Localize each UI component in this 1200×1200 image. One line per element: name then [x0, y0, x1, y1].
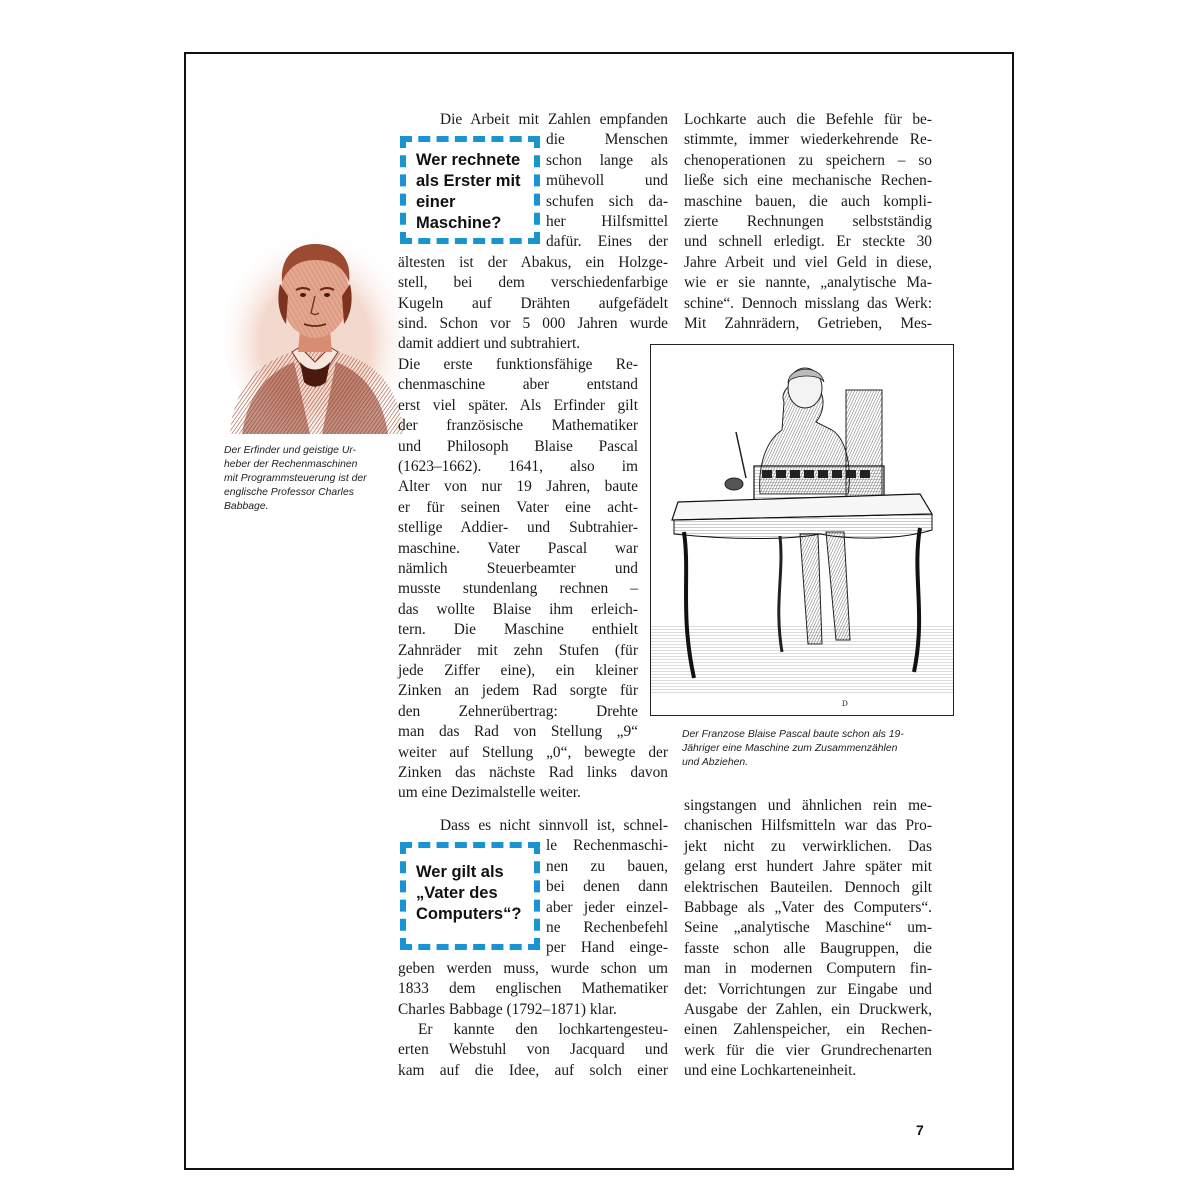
text-line: wie er sie nannte, „analytische Ma-	[684, 274, 932, 292]
column-2-lower	[684, 796, 932, 1082]
text-line: chenoperationen zu speichern – so	[684, 151, 932, 169]
text-line: Die erste funktionsfähige Re-	[398, 355, 638, 373]
column-2-upper	[684, 110, 932, 334]
text-line: stell, bei dem verschiedenfarbige	[398, 274, 668, 292]
column-1-upper	[398, 110, 668, 804]
babbage-portrait-image	[222, 212, 408, 434]
text-line: det: Vorrichtungen zur Eingabe und	[684, 980, 932, 998]
text-line: sind. Schon vor 5 000 Jahren wurde	[398, 315, 668, 333]
narrow-text-block	[546, 836, 668, 958]
text-line: man in modernen Computern fin-	[684, 960, 932, 978]
caption-line: und Abziehen.	[682, 757, 749, 768]
text-line: singstangen und ähnlichen rein me-	[684, 797, 932, 814]
text-line: Die Arbeit mit Zahlen empfanden	[440, 111, 668, 128]
text-line: stimmte, immer wiederkehrende Re-	[684, 131, 932, 149]
caption-line: Der Franzose Blaise Pascal baute schon als 19-	[682, 729, 904, 740]
text-line: Alter von nur 19 Jahren, baute	[398, 478, 638, 496]
text-line: und eine Lochkarteneinheit.	[684, 1062, 857, 1080]
text-line: per Hand einge-	[546, 939, 668, 957]
text-line: Lochkarte auch die Befehle für be-	[684, 111, 932, 128]
caption-line: heber der Rechenmaschinen	[224, 459, 358, 470]
text-line: und schnell erledigt. Er steckte 30	[684, 233, 932, 251]
text-line: Zahnräder mit zehn Stufen (für	[398, 641, 638, 659]
text-line: Babbage als „Vater des Computers“.	[684, 899, 932, 917]
text-line: jekt nicht zu verwirklichen. Das	[684, 837, 932, 855]
text-line: zierte Rechnungen selbstständig	[684, 213, 932, 231]
question-line: als Erster mit	[416, 172, 521, 190]
text-line: erst viel später. Als Erfinder gilt	[398, 396, 638, 414]
text-line: ne Rechenbefehl	[546, 919, 668, 937]
caption-line: Jähriger eine Maschine zum Zusammenzählen	[682, 743, 898, 754]
text-line: gelang erst hundert Jahre später mit	[684, 858, 932, 876]
text-line: nen zu bauen,	[546, 857, 668, 875]
text-line: weiter auf Stellung „0“, bewegte der	[398, 743, 668, 761]
caption-line: Babbage.	[224, 501, 269, 512]
text-line: um eine Dezimalstelle weiter.	[398, 784, 581, 802]
text-line: 1833 dem englischen Mathematiker	[398, 980, 668, 998]
caption-line: englische Professor Charles	[224, 487, 354, 498]
text-line: kam auf die Idee, auf solch einer	[398, 1061, 668, 1079]
question-line: Maschine?	[416, 214, 502, 232]
text-line: her Hilfsmittel	[546, 213, 668, 231]
text-line: chenmaschine aber entstand	[398, 376, 638, 394]
text-line: musste stundenlang rechnen –	[398, 580, 638, 598]
text-line: und Philosoph Blaise Pascal	[398, 437, 638, 455]
text-line: dafür. Eines der	[546, 233, 668, 251]
text-line: er für seinen Vater eine acht-	[398, 498, 638, 516]
plate-mark-text: D	[842, 699, 848, 708]
text-line: fasste schon alle Baugruppen, die	[684, 939, 932, 957]
full-text-block	[398, 253, 668, 355]
text-line: jede Ziffer eine), ein kleiner	[398, 661, 638, 679]
narrow-text-block	[546, 130, 668, 252]
text-line: mühevoll und	[546, 172, 668, 190]
text-line: Seine „analytische Maschine“ um-	[684, 919, 932, 937]
text-line: elektrischen Bauteilen. Dennoch gilt	[684, 878, 932, 896]
text-line: Dass es nicht sinnvoll ist, schnel-	[440, 817, 668, 834]
text-line: geben werden muss, wurde schon um	[398, 959, 668, 977]
text-line: schon lange als	[546, 151, 668, 169]
text-line: nämlich Steuerbeamter und	[398, 559, 638, 577]
question-line: Wer gilt als	[416, 863, 504, 881]
text-line: Kugeln auf Drähten aufgefädelt	[398, 294, 668, 312]
text-line: aber jeder einzel-	[546, 898, 668, 916]
caption-line: Der Erfinder und geistige Ur-	[224, 445, 357, 456]
text-line: schufen sich da-	[546, 192, 668, 210]
question-line: Computers“?	[416, 905, 522, 923]
text-line: einen Zahlenspeicher, ein Rechen-	[684, 1021, 932, 1039]
text-line: chanischen Hilfsmitteln war das Pro-	[684, 817, 932, 835]
text-line: bei denen dann	[546, 878, 668, 896]
text-line: Jahre Arbeit und viel Geld in diese,	[684, 253, 932, 271]
text-line: le Rechenmaschi-	[546, 837, 668, 855]
full-text-block	[398, 743, 668, 804]
text-line: der französische Mathematiker	[398, 417, 638, 435]
text-line: Zinken an jedem Rad sorgte für	[398, 682, 638, 700]
question-line: „Vater des	[416, 884, 498, 902]
text-line: maschine. Vater Pascal war	[398, 539, 638, 557]
text-line: man das Rad von Stellung „9“	[398, 723, 638, 741]
text-line: Ausgabe der Zahlen, ein Druckwerk,	[684, 1001, 932, 1019]
column-1-lower	[398, 816, 668, 1081]
text-line: ließe sich eine mechanische Rechen-	[684, 172, 932, 190]
page-number: 7	[916, 1122, 924, 1138]
question-line: Wer rechnete	[416, 151, 521, 169]
caption-line: mit Programmsteuerung ist der	[224, 473, 367, 484]
text-line: ältesten ist der Abakus, ein Holzge-	[398, 253, 668, 271]
pascal-caption	[682, 728, 952, 770]
text-line: tern. Die Maschine enthielt	[398, 621, 638, 639]
portrait-caption	[224, 444, 410, 514]
text-line: maschine bauen, die auch kompli-	[684, 192, 932, 210]
wrapped-text-block	[398, 355, 638, 743]
text-line: den Zehnerübertrag: Drehte	[398, 702, 638, 720]
text-line: stellige Addier- und Subtrahier-	[398, 519, 638, 537]
text-line: die Menschen	[546, 131, 668, 149]
pascal-engraving-image	[650, 344, 954, 716]
text-line: schine“. Dennoch misslang das Werk:	[684, 294, 932, 312]
text-line: werk für die vier Grundrechenarten	[684, 1041, 932, 1059]
text-line: damit addiert und subtrahiert.	[398, 335, 581, 353]
text-line: das wollte Blaise ihm erleich-	[398, 600, 638, 618]
text-line: erten Webstuhl von Jacquard und	[398, 1041, 668, 1059]
text-line: Zinken das nächste Rad links davon	[398, 764, 668, 781]
text-line: Mit Zahnrädern, Getrieben, Mes-	[684, 315, 932, 333]
question-line: einer	[416, 193, 456, 211]
text-line: Er kannte den lochkartengesteu-	[418, 1021, 668, 1039]
text-line: Charles Babbage (1792–1871) klar.	[398, 1000, 617, 1018]
text-line: (1623–1662). 1641, also im	[398, 457, 638, 475]
